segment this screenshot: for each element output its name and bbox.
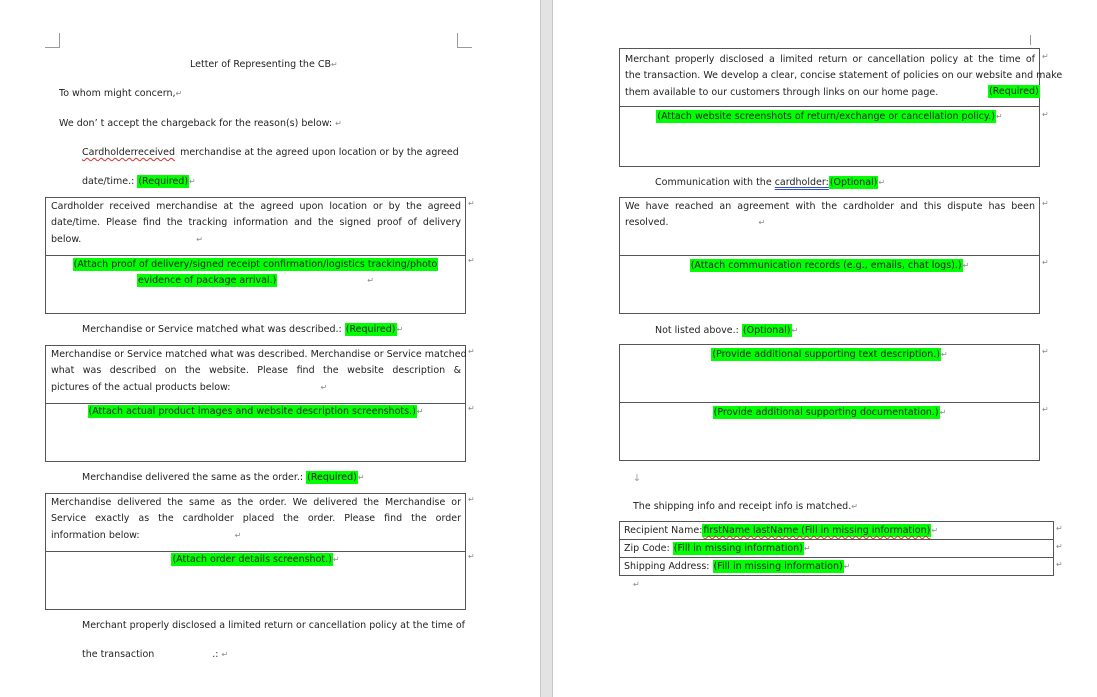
- section-heading-same-as-order: Merchandise delivered the same as the order.: (Required)↵: [82, 472, 365, 483]
- page-corner-mark: [1030, 35, 1041, 45]
- greeting: To whom might concern,↵: [59, 88, 183, 99]
- box-divider: [46, 551, 465, 552]
- row-end-mark: ↵: [1042, 347, 1049, 356]
- page-corner-mark: [457, 33, 472, 48]
- text-placeholder[interactable]: (Provide additional supporting text description.)↵: [712, 349, 948, 360]
- table-row: [620, 558, 1054, 576]
- box-text-line: Service exactly as the cardholder placed the order. Please find the order: [51, 513, 461, 524]
- table-row: [620, 522, 1054, 540]
- section-heading-delivery: Cardholderreceived merchandise at the agreed upon location or by the agreed: [82, 147, 459, 158]
- box-text-line: Cardholder received merchandise at the agreed upon location or by the agreed: [51, 201, 461, 212]
- attachment-placeholder[interactable]: (Provide additional supporting documentation.)↵: [713, 407, 947, 418]
- row-end-mark: ↵: [1042, 110, 1049, 119]
- box-text-line: the transaction. We develop a clear, concise statement of policies on our website and make: [625, 70, 1063, 81]
- intro-text: We don’ t accept the chargeback for the reason(s) below: ↵: [59, 118, 342, 129]
- page-gutter: [540, 0, 553, 697]
- required-tag: (Required): [307, 472, 357, 483]
- optional-tag: (Optional): [829, 177, 878, 188]
- required-tag: (Required): [345, 324, 396, 335]
- other-evidence-box: [619, 344, 1040, 461]
- section-heading-delivery-line2: date/time.: (Required)↵: [82, 176, 196, 187]
- required-tag: (Required): [138, 176, 189, 187]
- paragraph-mark: ↵: [633, 580, 640, 589]
- shipping-address-cell[interactable]: Shipping Address: (Fill in missing information)↵: [620, 558, 1054, 576]
- attachment-placeholder[interactable]: (Attach actual product images and website description screenshots.)↵: [88, 406, 424, 417]
- communication-evidence-box: [619, 197, 1040, 314]
- required-tag: (Required): [989, 86, 1039, 97]
- section-heading-shipping: The shipping info and receipt info is matched.↵: [633, 501, 858, 512]
- attachment-placeholder[interactable]: (Attach order details screenshot.)↵: [172, 554, 340, 565]
- zip-code-cell[interactable]: Zip Code: (Fill in missing information)↵: [620, 540, 1054, 558]
- box-text-line: Merchandise or Service matched what was described. Merchandise or Service matched: [51, 349, 467, 360]
- box-text-line: resolved. ↵: [625, 217, 766, 228]
- box-text-line: Merchandise delivered the same as the order. We delivered the Merchandise or: [51, 497, 461, 508]
- optional-tag: (Optional): [742, 325, 791, 336]
- letter-title: Letter of Representing the CB↵: [190, 59, 338, 70]
- box-divider: [620, 255, 1039, 256]
- attachment-placeholder[interactable]: (Attach communication records (e.g., emails, chat logs).)↵: [690, 260, 970, 271]
- policy-evidence-box: [619, 48, 1063, 167]
- box-text-line: pictures of the actual products below: ↵: [51, 382, 328, 393]
- section-heading-communication: Communication with the cardholder:(Optional)↵: [655, 177, 886, 188]
- row-end-mark: ↵: [468, 256, 475, 265]
- row-end-mark: ↵: [468, 347, 475, 356]
- box-text-line: We have reached an agreement with the cardholder and this dispute has been: [625, 201, 1035, 212]
- row-end-mark: ↵: [1042, 199, 1049, 208]
- box-text-line: Merchant properly disclosed a limited return or cancellation policy at the time of: [625, 54, 1035, 65]
- attachment-placeholder[interactable]: (Attach website screenshots of return/exchange or cancellation policy.)↵: [657, 111, 1003, 122]
- row-end-mark: ↵: [1056, 560, 1063, 569]
- row-end-mark: ↵: [1042, 52, 1049, 61]
- row-end-mark: ↵: [468, 404, 475, 413]
- section-heading-policy: Merchant properly disclosed a limited return or cancellation policy at the time of: [82, 620, 466, 631]
- box-text-line: below. ↵: [51, 234, 203, 245]
- box-divider: [46, 403, 465, 404]
- recipient-name-cell[interactable]: Recipient Name:firstName lastName (Fill in missing information)↵: [620, 522, 1054, 540]
- box-text-line: date/time. Please find the tracking information and the signed proof of delivery: [51, 217, 461, 228]
- delivery-evidence-box: [45, 197, 466, 314]
- row-end-mark: ↵: [1042, 258, 1049, 267]
- row-end-mark: ↵: [1042, 405, 1049, 414]
- box-divider: [46, 255, 465, 256]
- table-row: [620, 540, 1054, 558]
- row-end-mark: ↵: [1056, 542, 1063, 551]
- row-end-mark: ↵: [468, 495, 475, 504]
- section-heading-policy-line2: the transaction .: ↵: [82, 649, 229, 660]
- left-page: [0, 0, 540, 697]
- shipping-info-table: [619, 521, 1054, 576]
- attachment-placeholder-line2: evidence of package arrival.) ↵: [137, 275, 374, 286]
- described-evidence-box: [45, 345, 466, 462]
- order-evidence-box: [45, 493, 466, 610]
- page-corner-mark: [45, 33, 60, 48]
- attachment-placeholder[interactable]: (Attach proof of delivery/signed receipt confirmation/logistics tracking/photo: [73, 259, 438, 270]
- box-text-line: them available to our customers through links on our home page.: [625, 87, 939, 98]
- box-text-line: what was described on the website. Please find the website description &: [51, 365, 461, 376]
- row-end-mark: ↵: [468, 552, 475, 561]
- box-divider: [620, 402, 1039, 403]
- box-text-line: information below: ↵: [51, 530, 242, 541]
- section-heading-other: Not listed above.: (Optional)↵: [655, 325, 799, 336]
- section-heading-described: Merchandise or Service matched what was described.: (Required)↵: [82, 324, 404, 335]
- right-page: [553, 0, 1097, 697]
- row-end-mark: ↵: [1056, 524, 1063, 533]
- paragraph-arrow-mark: ↓: [633, 473, 641, 484]
- row-end-mark: ↵: [468, 199, 475, 208]
- box-divider: [620, 106, 1039, 107]
